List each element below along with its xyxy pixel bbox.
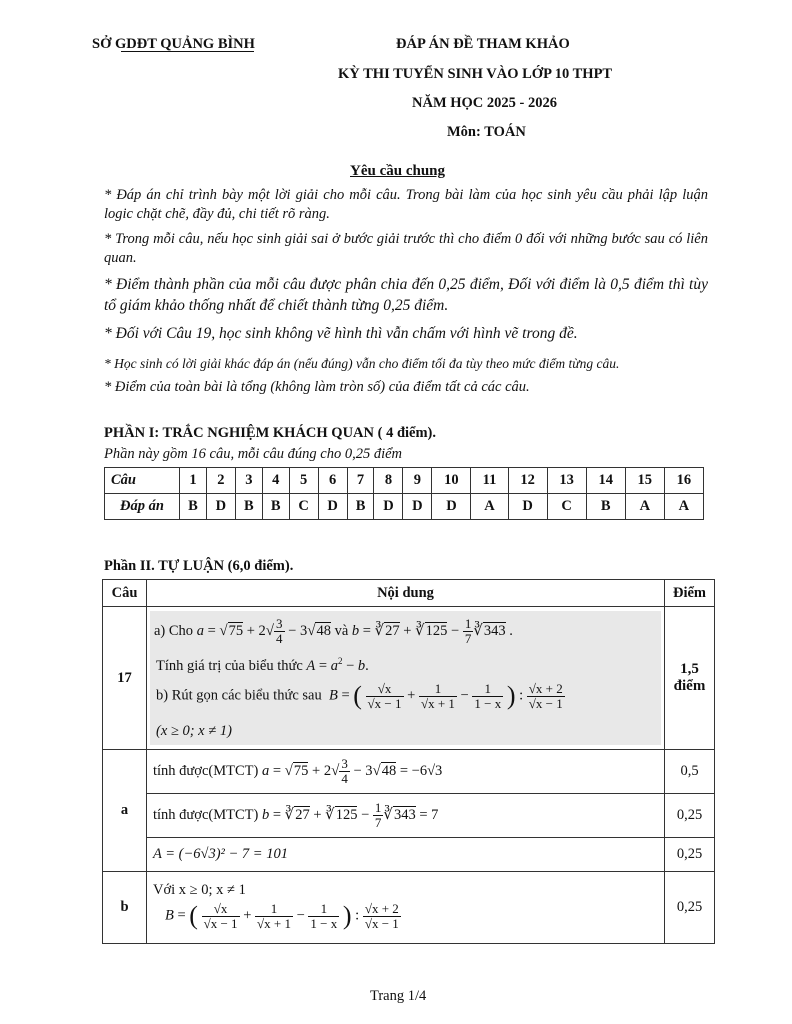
q17-statement (150, 611, 661, 745)
sub-a-line-3: A = (−6√3)² − 7 = 101 (147, 838, 665, 872)
answer-cell: B (347, 494, 374, 520)
sub-b-row (103, 872, 715, 944)
q17-and: và (334, 622, 349, 639)
essay-table (102, 579, 715, 944)
answer-cell: B (262, 494, 289, 520)
question-number: 13 (547, 468, 586, 494)
school-year: NĂM HỌC 2025 - 2026 (412, 95, 557, 111)
q17-condition: (x ≥ 0; x ≠ 1) (156, 723, 232, 739)
answer-cell: B (235, 494, 262, 520)
department-name: SỞ GDĐT QUẢNG BÌNH (92, 36, 255, 52)
answer-cell: C (289, 494, 318, 520)
answer-cell: A (664, 494, 703, 520)
question-label: Câu (105, 468, 180, 494)
sub-b-content (147, 872, 665, 944)
note-5: * Học sinh có lời giải khác đáp án (nếu đúng) vẫn cho điểm tối đa tùy theo mức điểm từng câu. (104, 356, 620, 371)
question-number: 7 (347, 468, 374, 494)
answer-cell: D (206, 494, 235, 520)
part1-title: PHẦN I: TRẮC NGHIỆM KHÁCH QUAN ( 4 điểm). (104, 425, 437, 441)
subject: Môn: TOÁN (447, 124, 526, 140)
col-header-content: Nội dung (147, 580, 665, 607)
sub-a-line-1-result: = −6√3 (399, 762, 443, 779)
q17-task-b: b) Rút gọn các biểu thức sau B = ( $\frac{√x}{√x - 1}$ + $\frac{1}{√x + 1}$ − $\frac{1}{1 - x}$ ) : $\frac{√x + 2}{√x - 1}$ (156, 680, 563, 711)
answer-cell: A (625, 494, 664, 520)
question-number: 1 (180, 468, 207, 494)
q17-task-a: Tính giá trị của biểu thức $A = a^2 - b$. (156, 656, 369, 674)
q17-given: a) Cho a = √75 + 2√ $\frac{3}{4}$ − 3√48 và b = ∛27 + ∛125 − $\frac{1}{7}$ ∛343 . (154, 616, 513, 646)
sub-b-condition: Với x ≥ 0; x ≠ 1 (153, 882, 246, 898)
answer-table (104, 467, 704, 520)
answer-label: Đáp án (105, 494, 180, 520)
sub-a-line-2: tính được(MTCT) b = ∛27 + ∛125 − $\frac{1}{7}$ ∛343 = 7 (147, 794, 665, 838)
question-number: 15 (625, 468, 664, 494)
answer-cell: D (508, 494, 547, 520)
sub-b-formula: B = ( $\frac{√x}{√x - 1}$ + $\frac{1}{√x + 1}$ − $\frac{1}{1 - x}$ ) : $\frac{√x + 2}{√x - 1}$ (165, 900, 399, 931)
answer-cell: B (586, 494, 625, 520)
question-number: 5 (289, 468, 318, 494)
q17-task-a-text: Tính giá trị của biểu thức (156, 657, 303, 674)
q17-row (103, 607, 715, 750)
question-number: 2 (206, 468, 235, 494)
sub-a-line-2-result: = 7 (419, 806, 439, 823)
sub-a-line-1-text: tính được(MTCT) (153, 762, 259, 779)
page-number: Trang 1/4 (370, 988, 427, 1004)
q17-number: 17 (103, 607, 147, 750)
note-3: * Điểm thành phần của mỗi câu được phân chia đến 0,25 điểm, Đối với điểm là 0,5 điểm thì tùy tổ giám khảo thống nhất để chiết thành từng 0,25 điểm. (104, 276, 708, 314)
sub-a-score-2: 0,25 (665, 794, 715, 838)
q17-a-formula: a (196, 622, 204, 639)
answer-cell: A (471, 494, 508, 520)
question-number: 4 (262, 468, 289, 494)
answer-cell: D (374, 494, 403, 520)
sub-a-row-1 (103, 750, 715, 794)
question-number: 3 (235, 468, 262, 494)
sub-a-score-1: 0,5 (665, 750, 715, 794)
answer-cell: D (403, 494, 432, 520)
answer-cell: C (547, 494, 586, 520)
col-header-score: Điểm (665, 580, 715, 607)
q17-score: 1,5 điểm (665, 607, 715, 750)
question-number: 12 (508, 468, 547, 494)
note-1: * Đáp án chỉ trình bày một lời giải cho mỗi câu. Trong bài làm của học sinh yêu cầu phải lập luận logic chặt chẽ, đầy đủ, chi tiết rõ ràng. (104, 187, 708, 222)
col-header-question: Câu (103, 580, 147, 607)
sub-b-score: 0,25 (665, 872, 715, 944)
part2-title: Phần II. TỰ LUẬN (6,0 điểm). (104, 558, 294, 574)
answer-cell: D (432, 494, 471, 520)
sub-a-score-3: 0,25 (665, 838, 715, 872)
answer-cell: D (318, 494, 347, 520)
note-2: * Trong mỗi câu, nếu học sinh giải sai ở bước giải trước thì cho điểm 0 đối với những bước sau có liên quan. (104, 231, 708, 266)
q17-a-prefix: a) Cho (154, 622, 194, 639)
sub-a-row-2 (103, 794, 715, 838)
exam-title: KỲ THI TUYỂN SINH VÀO LỚP 10 THPT (338, 66, 613, 82)
general-requirements-title: Yêu cầu chung (350, 163, 446, 179)
q17-content (147, 607, 665, 750)
question-number: 11 (471, 468, 508, 494)
sub-a-line-1: tính được(MTCT) a = √75 + 2√ $\frac{3}{4}$ − 3√48 = −6√3 (147, 750, 665, 794)
answer-table-questions-row (105, 468, 704, 494)
q17-task-b-text: b) Rút gọn các biểu thức sau (156, 687, 322, 704)
sub-a-line-2-text: tính được(MTCT) (153, 806, 259, 823)
sub-a-row-3 (103, 838, 715, 872)
question-number: 6 (318, 468, 347, 494)
sub-a-label: a (103, 750, 147, 872)
header-underline (121, 51, 254, 52)
question-number: 8 (374, 468, 403, 494)
answer-cell: B (180, 494, 207, 520)
essay-header-row (103, 580, 715, 607)
answer-table-answers-row (105, 494, 704, 520)
question-number: 16 (664, 468, 703, 494)
question-number: 14 (586, 468, 625, 494)
document-title: ĐÁP ÁN ĐỀ THAM KHẢO (396, 36, 570, 52)
part1-subtitle: Phần này gồm 16 câu, mỗi câu đúng cho 0,25 điểm (104, 446, 403, 462)
note-6: * Điểm của toàn bài là tổng (không làm tròn số) của điểm tất cả các câu. (104, 379, 530, 395)
question-number: 10 (432, 468, 471, 494)
note-4: * Đối với Câu 19, học sinh không vẽ hình thì vẫn chấm với hình vẽ trong đề. (104, 325, 578, 342)
sub-b-label: b (103, 872, 147, 944)
question-number: 9 (403, 468, 432, 494)
